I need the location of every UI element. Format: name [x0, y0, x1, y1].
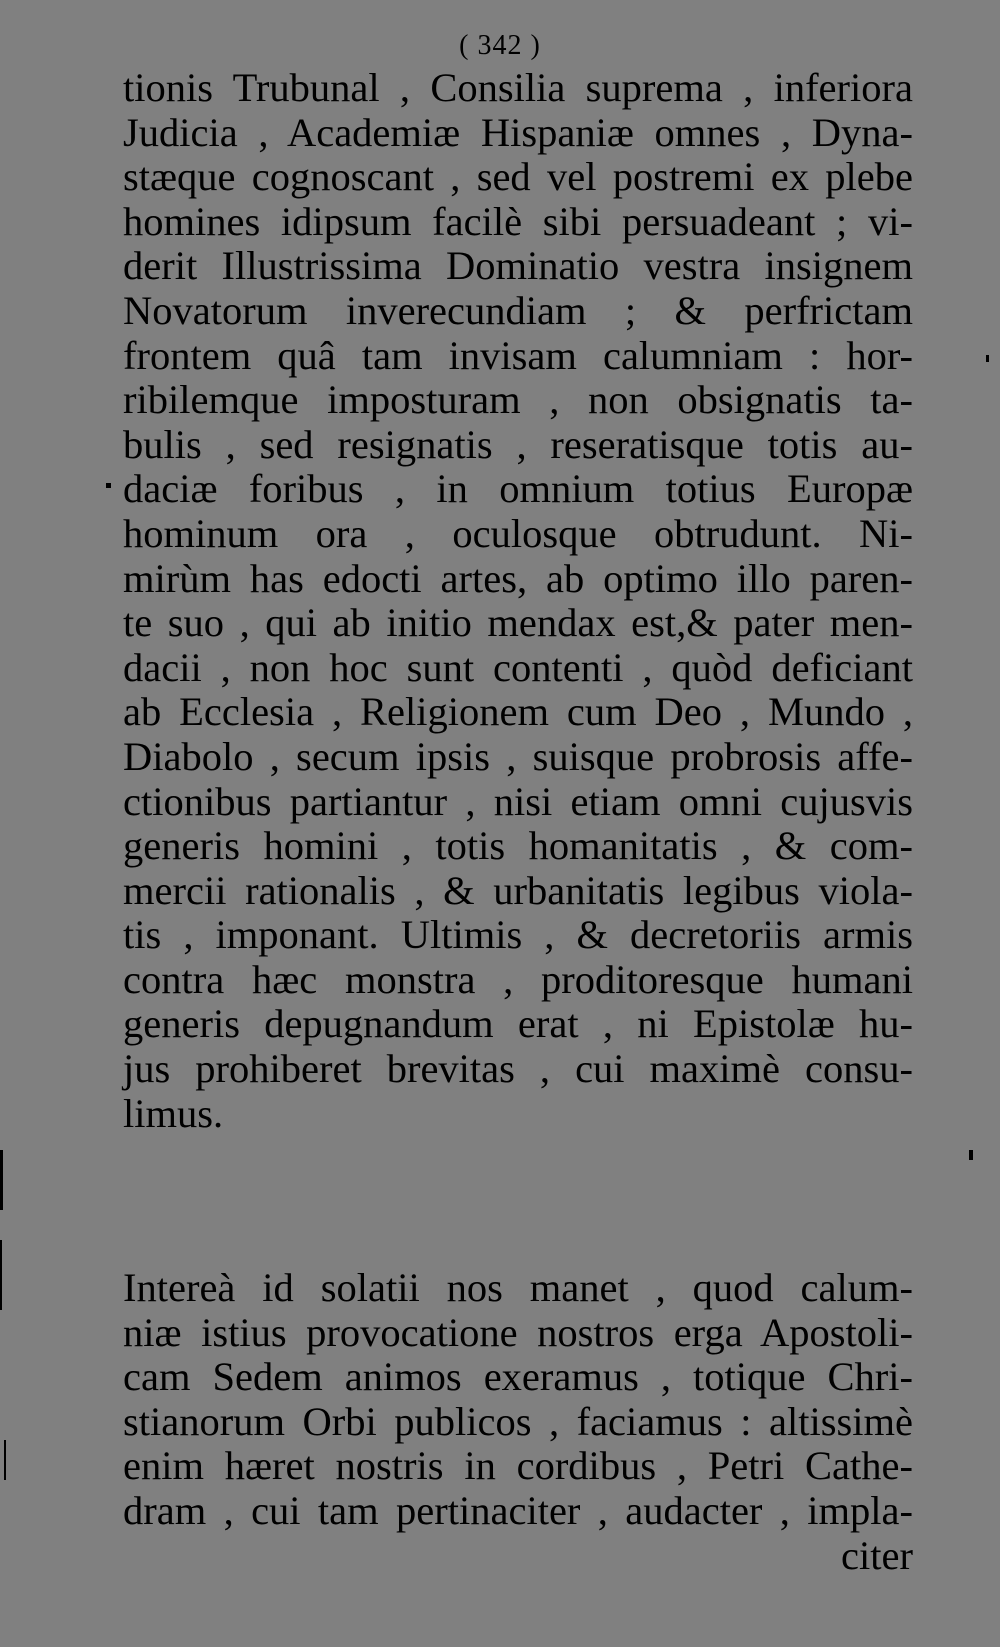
scan-speck [969, 1150, 973, 1160]
scan-speck [106, 483, 111, 488]
text-line: dram , cui tam pertinaciter , audacter , impla- [123, 1487, 913, 1533]
catchword: citer [841, 1533, 913, 1578]
paragraph-2 [123, 1266, 913, 1534]
text-line: Judicia , Academiæ Hispaniæ omnes , Dyna- [123, 109, 913, 155]
page-number: ( 342 ) [459, 30, 541, 61]
text-line: frontem quâ tam invisam calumniam : hor- [123, 332, 913, 378]
text-line: bulis , sed resignatis , reseratisque totis au- [123, 421, 913, 467]
text-line: stianorum Orbi publicos , faciamus : altissimè [123, 1398, 913, 1444]
text-line: stæque cognoscant , sed vel postremi ex plebe [123, 154, 913, 200]
text-line: Intereà id solatii nos manet , quod calum- [123, 1265, 913, 1310]
text-line: cam Sedem animos exeramus , totique Chri- [123, 1354, 913, 1400]
text-line: mirùm has edocti artes, ab optimo illo paren- [123, 555, 913, 601]
text-line: te suo , qui ab initio mendax est,& pater men- [123, 600, 913, 646]
text-line: ab Ecclesia , Religionem cum Deo , Mundo , [123, 689, 913, 735]
text-line: homines idipsum facilè sibi persuadeant ; vi- [123, 198, 913, 244]
text-line: Novatorum inverecundiam ; & perfrictam [123, 287, 913, 333]
text-line: daciæ foribus , in omnium totius Europæ [123, 466, 913, 512]
text-line: ribilemque imposturam , non obsignatis ta- [123, 377, 913, 423]
scan-speck [0, 1240, 2, 1310]
text-line: dacii , non hoc sunt contenti , quòd deficiant [123, 644, 913, 690]
scan-speck [986, 355, 989, 362]
text-line: tionis Trubunal , Consilia suprema , inferiora [123, 65, 913, 110]
text-line: contra hæc monstra , proditoresque humani [123, 956, 913, 1002]
text-line: generis homini , totis homanitatis , & com- [123, 823, 913, 869]
text-line: mercii rationalis , & urbanitatis legibus viola- [123, 867, 913, 913]
text-line: hominum ora , oculosque obtrudunt. Ni- [123, 510, 913, 556]
text-line: enim hæret nostris in cordibus , Petri Cathe- [123, 1443, 913, 1489]
text-line: ctionibus partiantur , nisi etiam omni cujusvis [123, 778, 913, 824]
text-line: niæ istius provocatione nostros erga Apostoli- [123, 1309, 913, 1355]
text-line: jus prohiberet brevitas , cui maximè consu- [123, 1046, 913, 1092]
text-line: limus. [123, 1090, 224, 1136]
text-line: tis , imponant. Ultimis , & decretoriis armis [123, 912, 913, 958]
text-line: Diabolo , secum ipsis , suisque probrosis affe- [123, 733, 913, 779]
text-line: derit Illustrissima Dominatio vestra insignem [123, 243, 913, 289]
text-line: generis depugnandum erat , ni Epistolæ hu- [123, 1001, 913, 1047]
paragraph-1 [123, 66, 913, 1136]
scan-speck [0, 1150, 3, 1210]
scan-speck [4, 1440, 6, 1480]
